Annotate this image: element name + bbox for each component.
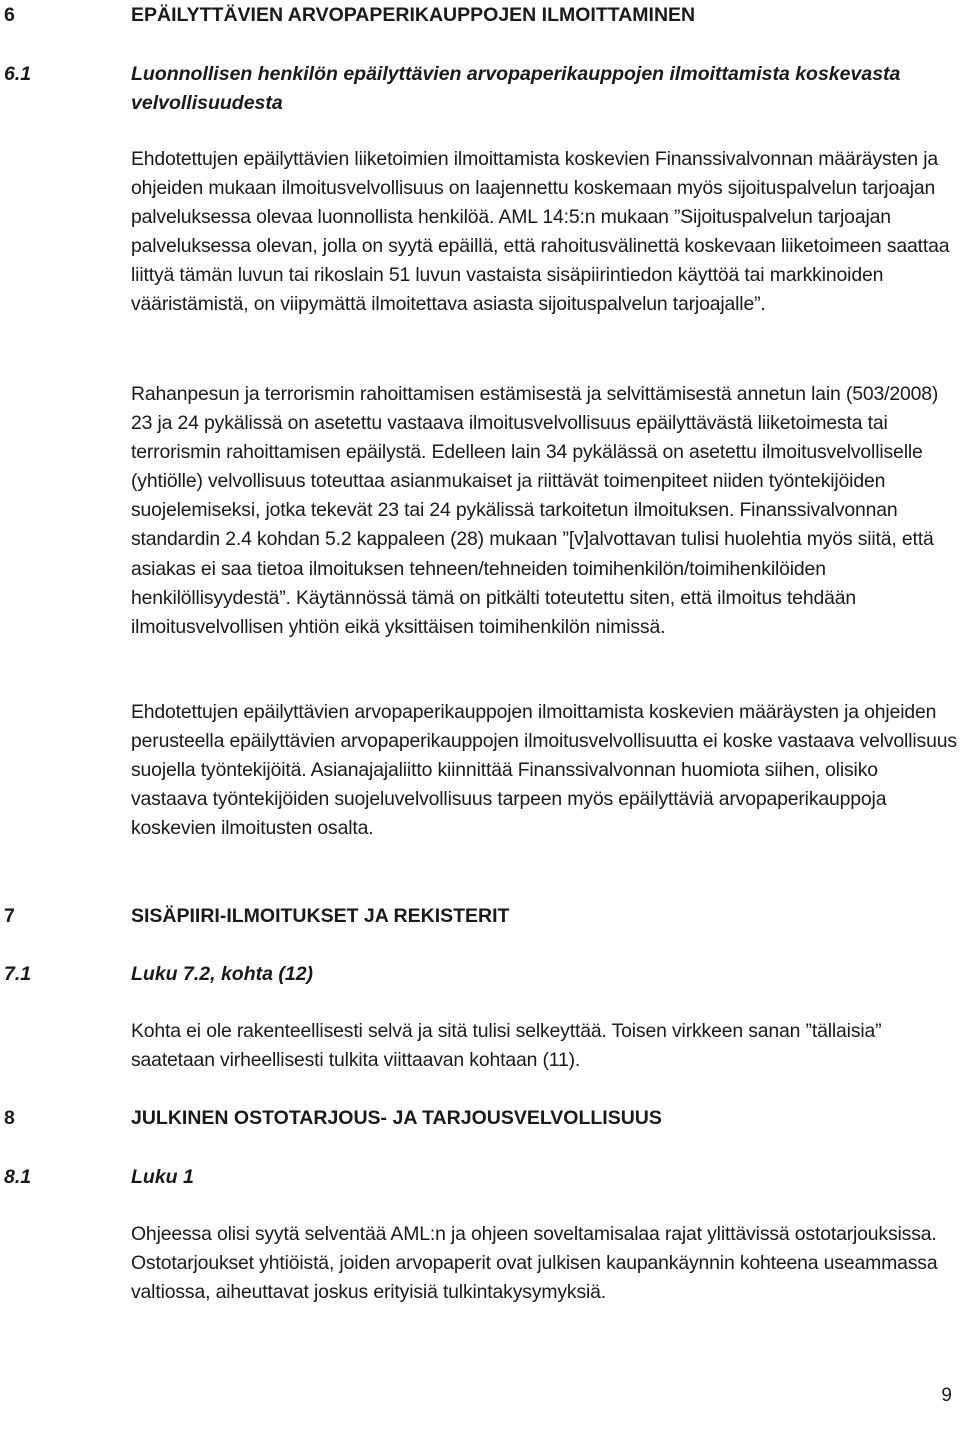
section-title: EPÄILYTTÄVIEN ARVOPAPERIKAUPPOJEN ILMOITTAMINEN bbox=[131, 4, 696, 26]
subsection-number: 7.1 bbox=[4, 963, 32, 985]
page-number: 9 bbox=[941, 1385, 952, 1406]
section-number: 8 bbox=[4, 1107, 15, 1129]
subsection-title: Luku 1 bbox=[131, 1166, 194, 1188]
section-title: JULKINEN OSTOTARJOUS- JA TARJOUSVELVOLLISUUS bbox=[131, 1107, 662, 1129]
subsection-number: 8.1 bbox=[4, 1166, 32, 1188]
section-number: 7 bbox=[4, 905, 15, 927]
subsection-number: 6.1 bbox=[4, 63, 32, 85]
section-number: 6 bbox=[4, 4, 15, 26]
paragraph: Ohjeessa olisi syytä selventää AML:n ja ohjeen soveltamisalaa rajat ylittävissä ostotarjouksissa. Ostotarjoukset yhtiöistä, joiden arvopaperit ovat julkisen kaupankäynnin kohteena useammassa valtiossa, aiheuttavat joskus erityisiä tulkintakysymyksiä. bbox=[131, 1223, 938, 1304]
paragraph: Ehdotettujen epäilyttävien liiketoimien ilmoittamista koskevien Finanssivalvonnan määräysten ja ohjeiden mukaan ilmoitusvelvollisuus on laajennettu koskemaan myös sijoituspalvelun tarjoajan palveluksessa olevaa luonnollista henkilöä. AML 14:5:n mukaan ”Sijoituspalvelun tarjoajan palveluksessa olevan, jolla on syytä epäillä, että rahoitusvälinettä koskevaan liiketoimeen saattaa liittyä tämän luvun tai rikoslain 51 luvun vastaista sisäpiirintiedon käyttöä tai markkinoiden vääristämistä, on viipymättä ilmoitettava asiasta sijoituspalvelun tarjoajalle”. bbox=[131, 148, 950, 316]
paragraph: Kohta ei ole rakenteellisesti selvä ja sitä tulisi selkeyttää. Toisen virkkeen sanan ”tällaisia” saatetaan virheellisesti tulkita viittaavan kohtaan (11). bbox=[131, 1020, 882, 1072]
section-title: SISÄPIIRI-ILMOITUKSET JA REKISTERIT bbox=[131, 905, 510, 927]
subsection-title: Luku 7.2, kohta (12) bbox=[131, 963, 314, 985]
paragraph: Ehdotettujen epäilyttävien arvopaperikauppojen ilmoittamista koskevien määräysten ja ohjeiden perusteella epäilyttävien arvopaperikauppojen ilmoitusvelvollisuutta ei koske vastaava velvollisuus suojella työntekijöitä. Asianajajaliitto kiinnittää Finanssivalvonnan huomiota siihen, olisiko vastaava työntekijöiden suojeluvelvollisuus tarpeen myös epäilyttäviä arvopaperikauppoja koskevien ilmoitusten osalta. bbox=[131, 701, 957, 840]
paragraph: Rahanpesun ja terrorismin rahoittamisen estämisestä ja selvittämisestä annetun lain (503/2008) 23 ja 24 pykälissä on asetettu vastaava ilmoitusvelvollisuus epäilyttävästä liiketoimesta tai terrorismin rahoittamisen epäilystä. Edelleen lain 34 pykälässä on asetettu ilmoitusvelvolliselle (yhtiölle) velvollisuus toteuttaa asianmukaiset ja riittävät toimenpiteet niiden työntekijöiden suojelemiseksi, jotka tekevät 23 tai 24 pykälissä tarkoitetun ilmoituksen. Finanssivalvonnan standardin 2.4 kohdan 5.2 kappaleen (28) mukaan ”[v]alvottavan tulisi huolehtia myös siitä, että asiakas ei saa tietoa ilmoituksen tehneen/tehneiden toimihenkilön/toimihenkilöiden henkilöllisyydestä”. Käytännössä tämä on pitkälti toteutettu siten, että ilmoitus tehdään ilmoitusvelvollisen yhtiön eikä yksittäisen toimihenkilön nimissä. bbox=[131, 383, 939, 638]
subsection-title: Luonnollisen henkilön epäilyttävien arvopaperikauppojen ilmoittamista koskevasta velvollisuudesta bbox=[131, 63, 901, 114]
